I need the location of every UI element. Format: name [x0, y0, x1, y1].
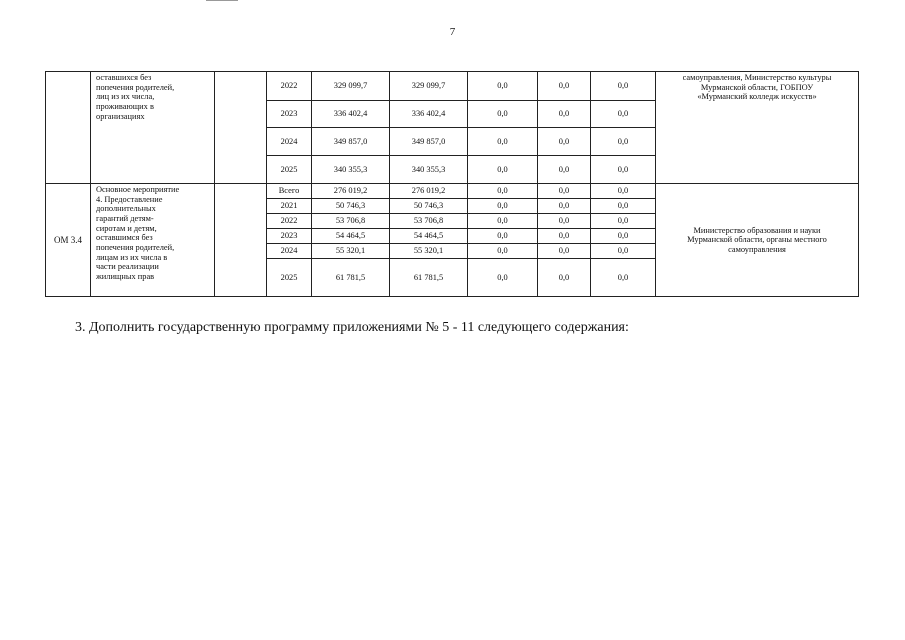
- table-cell: 0,0: [468, 259, 538, 297]
- table-cell: 0,0: [591, 259, 656, 297]
- table-cell: 61 781,5: [390, 259, 468, 297]
- table-cell: 0,0: [591, 214, 656, 229]
- table-cell: 0,0: [591, 156, 656, 184]
- table-cell: 53 706,8: [312, 214, 390, 229]
- table-cell: 2023: [267, 229, 312, 244]
- table-cell: 0,0: [468, 128, 538, 156]
- table-cell: 55 320,1: [312, 244, 390, 259]
- table-cell: 0,0: [468, 214, 538, 229]
- table-cell: 349 857,0: [312, 128, 390, 156]
- empty-cell: [215, 184, 267, 297]
- measure-description: оставшихся без попечения родителей, лиц из их числа, проживающих в организациях: [91, 72, 215, 184]
- table-cell: 0,0: [468, 101, 538, 128]
- table-cell: 340 355,3: [312, 156, 390, 184]
- table-cell: 336 402,4: [390, 101, 468, 128]
- table-cell: 0,0: [591, 244, 656, 259]
- table-cell: 0,0: [591, 229, 656, 244]
- empty-cell: [215, 72, 267, 184]
- measure-description: Основное мероприятие 4. Предоставление дополнительных гарантий детям- сиротам и детям, оставшимся без попечения родителей, лицам из их числа в части реализации жилищных прав: [91, 184, 215, 297]
- table-cell: 54 464,5: [312, 229, 390, 244]
- table-cell: 0,0: [538, 156, 591, 184]
- responsible-executor: самоуправления, Министерство культуры Мурманской области, ГОБПОУ «Мурманский колледж искусств»: [656, 72, 859, 184]
- top-edge-mark: [206, 0, 238, 1]
- table-cell: 55 320,1: [390, 244, 468, 259]
- table-cell: 0,0: [591, 184, 656, 199]
- table-cell: Всего: [267, 184, 312, 199]
- table-cell: 53 706,8: [390, 214, 468, 229]
- table-cell: 2024: [267, 244, 312, 259]
- table-cell: 0,0: [591, 199, 656, 214]
- table-cell: 0,0: [591, 101, 656, 128]
- table-cell: 0,0: [468, 199, 538, 214]
- table-cell: 0,0: [538, 229, 591, 244]
- table-cell: 276 019,2: [390, 184, 468, 199]
- table-cell: 0,0: [538, 72, 591, 101]
- table-cell: 2025: [267, 156, 312, 184]
- table-cell: 0,0: [538, 128, 591, 156]
- table-cell: 2024: [267, 128, 312, 156]
- table-cell: 0,0: [468, 184, 538, 199]
- table-cell: 0,0: [538, 214, 591, 229]
- table-row: [46, 184, 859, 199]
- table-cell: 349 857,0: [390, 128, 468, 156]
- table-cell: 276 019,2: [312, 184, 390, 199]
- table-cell: 329 099,7: [312, 72, 390, 101]
- page-number: 7: [449, 26, 456, 38]
- table-cell: 2022: [267, 72, 312, 101]
- table-cell: 0,0: [468, 229, 538, 244]
- measure-code: [46, 72, 91, 184]
- table-cell: 340 355,3: [390, 156, 468, 184]
- table-cell: 54 464,5: [390, 229, 468, 244]
- table-cell: 0,0: [538, 244, 591, 259]
- table-cell: 50 746,3: [390, 199, 468, 214]
- table-cell: 2022: [267, 214, 312, 229]
- table-cell: 50 746,3: [312, 199, 390, 214]
- table-cell: 0,0: [591, 128, 656, 156]
- table-cell: 2021: [267, 199, 312, 214]
- table-cell: 2023: [267, 101, 312, 128]
- table-cell: 0,0: [468, 72, 538, 101]
- table-cell: 0,0: [468, 244, 538, 259]
- responsible-executor: Министерство образования и науки Мурманской области, органы местного самоуправления: [656, 184, 859, 297]
- table-cell: 0,0: [591, 72, 656, 101]
- table-row: [46, 72, 859, 101]
- measure-code: ОМ 3.4: [46, 184, 91, 297]
- table-cell: 2025: [267, 259, 312, 297]
- table-cell: 0,0: [468, 156, 538, 184]
- table-cell: 0,0: [538, 184, 591, 199]
- table-cell: 61 781,5: [312, 259, 390, 297]
- table-cell: 0,0: [538, 259, 591, 297]
- table-cell: 0,0: [538, 199, 591, 214]
- table-cell: 0,0: [538, 101, 591, 128]
- table-cell: 336 402,4: [312, 101, 390, 128]
- amendment-paragraph: 3. Дополнить государственную программу приложениями № 5 - 11 следующего содержания:: [75, 320, 629, 335]
- funding-table: [45, 71, 859, 297]
- table-cell: 329 099,7: [390, 72, 468, 101]
